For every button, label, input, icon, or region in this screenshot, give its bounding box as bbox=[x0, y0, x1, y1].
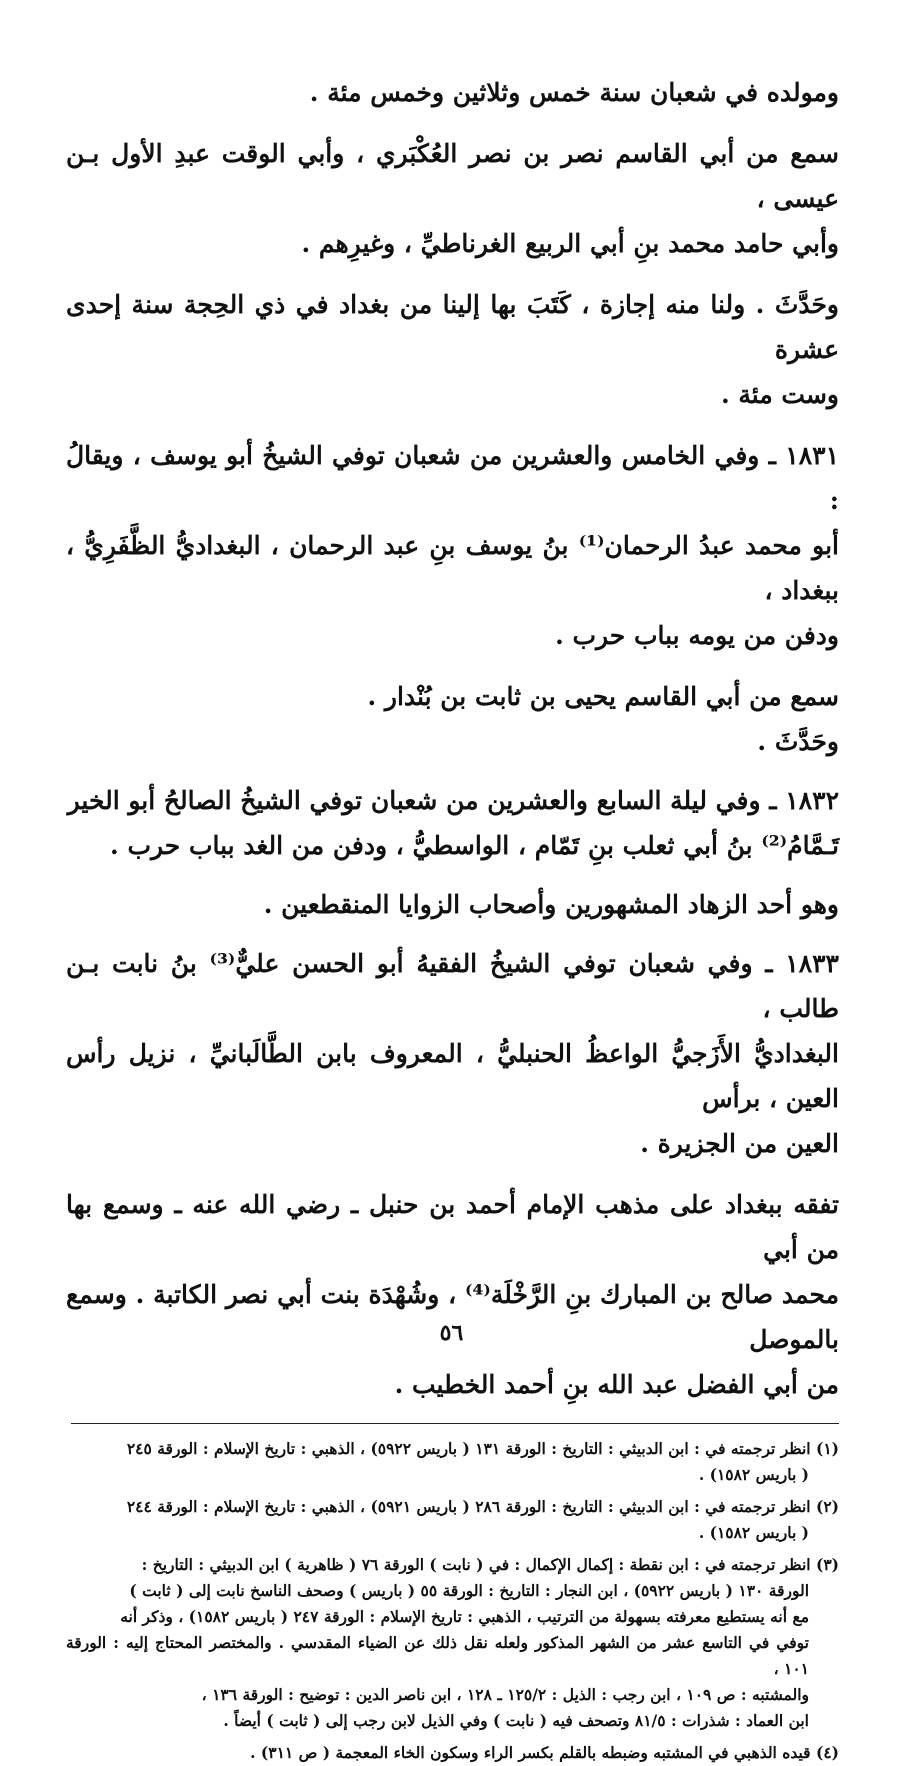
text-line: ١٨٣٢ ـ وفي ليلة السابع والعشرين من شعبان توفي الشيخُ الصالحُ أبو الخير bbox=[67, 786, 839, 815]
footnote-line: والمشتبه : ص ١٠٩ ، ابن رجب : الذيل : ١٢٥/٢ ـ ١٢٨ ، ابن ناصر الدين : توضيح : الورقة ١٣٦ ، bbox=[201, 1685, 809, 1704]
text-line: وحَدَّثَ . bbox=[757, 727, 839, 756]
text-line: وأبي حامد محمد بنِ أبي الربيع الغرناطيِّ ، وغيرِهم . bbox=[301, 229, 839, 258]
text-line: سمع من أبي القاسم يحيى بن ثابت بن بُنْدار . bbox=[367, 682, 839, 711]
paragraph-2 bbox=[66, 131, 839, 266]
footnote-line: توفي في التاسع عشر من الشهر المذكور ولعله نقل ذلك عن الضياء المقدسي . والمختصر المحتاج إليه : الورقة ١٠١ ، bbox=[66, 1633, 809, 1678]
paragraph-3 bbox=[66, 282, 839, 417]
footnote-3 bbox=[66, 1552, 839, 1734]
footnote-line: ( باريس ١٥٨٢) . bbox=[698, 1523, 809, 1542]
footnote-line: (٢) انظر ترجمته في : ابن الدبيثي : التاريخ : الورقة ٢٨٦ ( باريس ٥٩٢١) ، الذهبي : تاريخ الإسلام : الورقة ٢٤٤ bbox=[126, 1497, 839, 1516]
text-line: ودفن من يومه بباب حرب . bbox=[555, 621, 839, 650]
footnote-separator bbox=[71, 1423, 839, 1424]
text-line: من أبي الفضل عبد الله بنِ أحمد الخطيب . bbox=[394, 1370, 839, 1399]
footnote-line: (٤) قيده الذهبي في المشتبه وضبطه بالقلم بكسر الراء وسكون الخاء المعجمة ( ص ٣١١) . bbox=[250, 1743, 839, 1762]
text-line: ومولده في شعبان سنة خمس وثلاثين وخمس مئة . bbox=[309, 78, 839, 107]
footnote-2 bbox=[66, 1494, 839, 1546]
text-line: سمع من أبي القاسم نصر بن نصر العُكْبَري ، وأبي الوقت عبدِ الأول بـن عيسى ، bbox=[66, 139, 839, 213]
text-line: وحَدَّثَ . ولنا منه إجازة ، كَتَبَ بها إلينا من بغداد في ذي الحِجة سنة إحدى عشرة bbox=[66, 290, 839, 364]
footnote-line: ابن العماد : شذرات : ٨١/٥ وتصحف فيه ( نابت ) وفي الذيل لابن رجب إلى ( ثابت ) أيضاً . bbox=[223, 1711, 809, 1730]
text-line: وست مئة . bbox=[720, 380, 839, 409]
paragraph-5 bbox=[66, 674, 839, 764]
text-line: البغداديُّ الأَزَجيُّ الواعظُ الحنبليُّ ، المعروف بابن الطَّالَبانيِّ ، نزيل رأس العين ، برأس bbox=[66, 1039, 839, 1113]
text-line: تَـمَّامُ⁽²⁾ بنُ أبي ثعلب بنِ تَمّام ، الواسطيُّ ، ودفن من الغد بباب حرب . bbox=[110, 831, 839, 860]
footnote-line: (١) انظر ترجمته في : ابن الدبيثي : التاريخ : الورقة ١٣١ ( باريس ٥٩٢٢) ، الذهبي : تاريخ الإسلام : الورقة ٢٤٥ bbox=[126, 1439, 839, 1458]
text-line: ١٨٣٣ ـ وفي شعبان توفي الشيخُ الفقيهُ أبو الحسن عليٌّ⁽³⁾ بنُ نابت بـن طالب ، bbox=[66, 949, 839, 1023]
entry-1831 bbox=[66, 433, 839, 658]
text-line: تفقه ببغداد على مذهب الإمام أحمد بن حنبل ـ رضي الله عنه ـ وسمع بها من أبي bbox=[66, 1190, 839, 1264]
text-line: محمد صالح بن المبارك بنِ الرَّخْلَة⁽⁴⁾ ، وشُهْدَة بنت أبي نصر الكاتبة . وسمع بالموصل bbox=[66, 1280, 839, 1354]
text-line: أبو محمد عبدُ الرحمان⁽¹⁾ بنُ يوسف بنِ عبد الرحمان ، البغداديُّ الظَّفَرِيُّ ، ببغداد ، bbox=[66, 531, 839, 605]
text-line: ١٨٣١ ـ وفي الخامس والعشرين من شعبان توفي الشيخُ أبو يوسف ، ويقالُ : bbox=[66, 441, 839, 515]
footnote-1 bbox=[66, 1436, 839, 1488]
footnote-line: ( باريس ١٥٨٢) . bbox=[698, 1465, 809, 1484]
entry-1833 bbox=[66, 941, 839, 1166]
paragraph-1 bbox=[66, 70, 839, 115]
paragraph-9 bbox=[66, 1182, 839, 1407]
text-line: العين من الجزيرة . bbox=[640, 1129, 839, 1158]
footnotes bbox=[66, 1436, 839, 1766]
paragraph-7 bbox=[66, 882, 839, 927]
entry-1832 bbox=[66, 778, 839, 868]
footnote-line: مع أنه يستطيع معرفته بسهولة من الترتيب ، الذهبي : تاريخ الإسلام : الورقة ٢٤٧ ( باريس ١٥٨٢) ، وذكر أنه bbox=[120, 1607, 809, 1626]
page-number: ٥٦ bbox=[439, 1320, 464, 1346]
footnote-line: (٣) انظر ترجمته في : ابن نقطة : إكمال الإكمال : في ( نابت ) الورقة ٧٦ ( ظاهرية ) ابن الدبيثي : التاريخ : bbox=[141, 1555, 839, 1574]
footnote-line: الورقة ١٣٠ ( باريس ٥٩٢٢) ، ابن النجار : التاريخ : الورقة ٥٥ ( باريس ) وصحف الناسخ نابت إلى ( ثابت ) bbox=[129, 1581, 809, 1600]
footnote-4 bbox=[66, 1740, 839, 1766]
main-text bbox=[66, 70, 839, 1407]
text-line: وهو أحد الزهاد المشهورين وأصحاب الزوايا المنقطعين . bbox=[263, 890, 839, 919]
